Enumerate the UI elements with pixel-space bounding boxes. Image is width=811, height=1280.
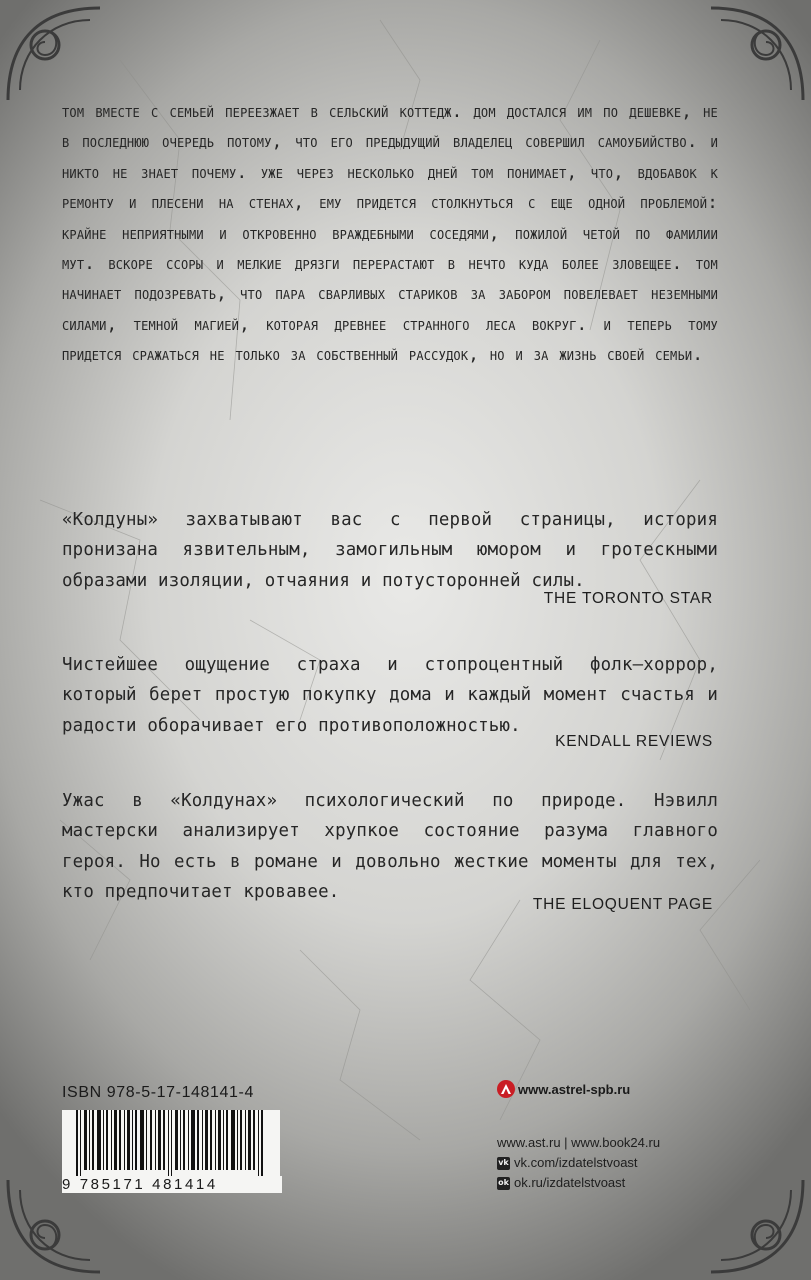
barcode-digits: 9 785171 481414 xyxy=(62,1176,282,1193)
barcode xyxy=(62,1084,282,1204)
review-quote: Ужас в «Колдунах» психологический по природе. Нэвилл мастерски анализирует хрупкое состояние разума главного героя. Но есть в романе и довольно жесткие моменты для тех, кто предпочитает кровавее. xyxy=(62,791,718,903)
corner-ornament-icon xyxy=(701,1170,811,1280)
review-source: KENDALL REVIEWS xyxy=(555,733,713,750)
publisher-links xyxy=(497,1133,660,1193)
vk-icon: vk xyxy=(497,1157,510,1170)
vk-row xyxy=(497,1153,660,1173)
synopsis: том вместе с семьей переезжает в сельский коттедж. дом достался им по дешевке, не в последнюю очередь потому, что его предыдущий владелец совершил самоубийство. и никто не знает почему. уже через несколько дней том понимает, что, вдобавок к ремонту и плесени на стенах, ему придется столкнуться с еще одной проблемой: крайне неприятными и откровенно враждебными соседями, пожилой четой по фамилии мут. вскоре ссоры и мелкие дрязги перерастают в нечто куда более зловещее. том начинает подозревать, что пара сварливых стариков за забором повелевает неземными силами, темной магией, которая древнее странного леса вокруг. и теперь тому придется сражаться не только за собственный рассудок, но и за жизнь своей семьи. xyxy=(62,102,718,366)
ok-row xyxy=(497,1173,660,1193)
review-source: THE ELOQUENT PAGE xyxy=(532,896,713,913)
vk-link[interactable]: vk.com/izdatelstvoast xyxy=(514,1155,638,1170)
main-site-link[interactable]: www.astrel-spb.ru xyxy=(518,1081,631,1097)
review-quote: «Колдуны» захватывают вас с первой страницы, история пронизана язвительным, замогильным юмором и гротескными образами изоляции, отчаяния и потусторонней силы. xyxy=(62,510,718,591)
ok-icon: ok xyxy=(497,1177,510,1190)
corner-ornament-icon xyxy=(701,0,811,110)
corner-ornament-icon xyxy=(0,0,110,110)
sites-link[interactable]: www.ast.ru | www.book24.ru xyxy=(497,1135,661,1150)
publisher-main-site[interactable] xyxy=(497,1080,630,1098)
barcode-bars xyxy=(62,1110,280,1176)
review-quote: Чистейшее ощущение страха и стопроцентный фолк–хоррор, который берет простую покупку дома и каждый момент счастья и радости оборачивает его противоположностью. xyxy=(62,655,718,736)
sites-line xyxy=(497,1133,660,1153)
isbn-number: ISBN 978-5-17-148141-4 xyxy=(62,1084,254,1101)
ok-link[interactable]: ok.ru/izdatelstvoast xyxy=(514,1175,626,1190)
astrel-logo-icon xyxy=(497,1080,515,1098)
review-source: THE TORONTO STAR xyxy=(543,590,713,607)
